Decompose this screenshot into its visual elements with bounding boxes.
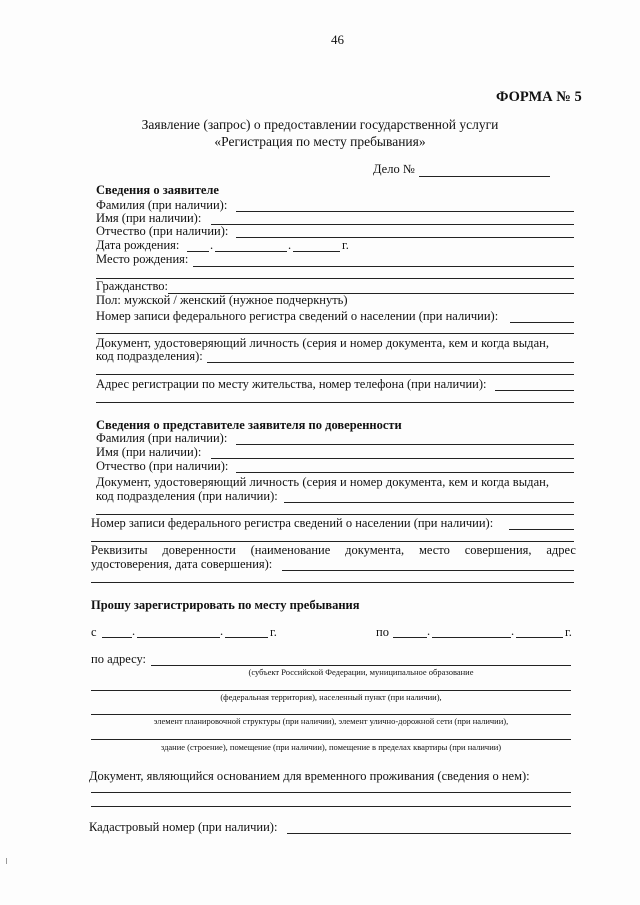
address-label: по адресу: — [91, 652, 147, 666]
cadastral-number-field[interactable] — [287, 833, 571, 834]
date-separator: . — [220, 624, 224, 638]
applicant-patronymic-field[interactable] — [236, 237, 574, 238]
applicant-id-doc-field[interactable] — [207, 362, 574, 363]
to-day-field[interactable] — [393, 637, 427, 638]
birth-place-label: Место рождения: — [96, 252, 189, 266]
cadastral-number-label: Кадастровый номер (при наличии): — [89, 820, 278, 834]
document-title-line2: «Регистрация по месту пребывания» — [214, 134, 426, 149]
poa-word: место — [418, 543, 450, 557]
basis-document-label: Документ, являющийся основанием для временного проживания (сведения о нем): — [89, 769, 530, 783]
request-heading: Прошу зарегистрировать по месту пребывания — [91, 598, 360, 612]
from-month-field[interactable] — [137, 637, 220, 638]
rep-surname-field[interactable] — [236, 444, 574, 445]
residence-address-field-cont[interactable] — [96, 402, 574, 403]
applicant-registry-field[interactable] — [510, 322, 574, 323]
address-caption4: здание (строение), помещение (при наличии), помещение в пределах квартиры (при наличии) — [160, 742, 502, 752]
rep-registry-field[interactable] — [509, 529, 574, 530]
to-year-field[interactable] — [516, 637, 563, 638]
page-number: 46 — [331, 32, 344, 47]
address-caption2: (федеральная территория), населенный пункт (при наличии), — [220, 692, 442, 702]
poa-word: документа, — [345, 543, 405, 557]
date-separator: . — [132, 624, 136, 638]
poa-details-field[interactable] — [282, 570, 574, 571]
applicant-name-field[interactable] — [211, 224, 574, 225]
document-title-line1: Заявление (запрос) о предоставлении государственной услуги — [141, 117, 499, 132]
from-day-field[interactable] — [102, 637, 132, 638]
poa-details-field-cont[interactable] — [91, 582, 574, 583]
poa-word: (наименование — [250, 543, 331, 557]
rep-id-doc-field-cont[interactable] — [96, 514, 574, 515]
address-field-line2[interactable] — [91, 690, 571, 691]
to-month-field[interactable] — [432, 637, 511, 638]
date-separator: . — [210, 238, 214, 252]
poa-details-label-line2: удостоверения, дата совершения): — [91, 557, 273, 571]
basis-document-field[interactable] — [91, 792, 571, 793]
birth-year-field[interactable] — [293, 251, 340, 252]
case-number-field[interactable] — [419, 176, 550, 177]
rep-name-label: Имя (при наличии): — [96, 445, 202, 459]
address-field-line4[interactable] — [91, 739, 571, 740]
residence-address-label: Адрес регистрации по месту жительства, номер телефона (при наличии): — [96, 377, 487, 391]
date-separator: . — [511, 624, 515, 638]
applicant-id-doc-field-cont[interactable] — [96, 374, 574, 375]
period-from-label: с — [91, 625, 97, 639]
year-abbreviation: г. — [342, 238, 349, 252]
rep-id-doc-field[interactable] — [284, 502, 574, 503]
representative-heading: Сведения о представителе заявителя по доверенности — [96, 418, 402, 432]
address-field-line3[interactable] — [91, 714, 571, 715]
year-abbreviation: г. — [565, 625, 572, 639]
applicant-registry-field-cont[interactable] — [96, 333, 574, 334]
rep-surname-label: Фамилия (при наличии): — [96, 431, 228, 445]
period-to-label: по — [376, 625, 389, 639]
rep-registry-label: Номер записи федерального регистра сведений о населении (при наличии): — [91, 516, 494, 530]
poa-word: доверенности — [162, 543, 236, 557]
birth-month-field[interactable] — [215, 251, 287, 252]
address-caption3: элемент планировочной структуры (при наличии), элемент улично-дорожной сети (при наличии), — [153, 716, 509, 726]
applicant-name-label: Имя (при наличии): — [96, 211, 202, 225]
applicant-patronymic-label: Отчество (при наличии): — [96, 224, 229, 238]
poa-word: адрес — [546, 543, 576, 557]
applicant-id-doc-label1: Документ, удостоверяющий личность (серия и номер документа, кем и когда выдан, — [96, 336, 550, 350]
date-separator: . — [427, 624, 431, 638]
applicant-heading: Сведения о заявителе — [96, 183, 219, 197]
sex-line: Пол: мужской / женский (нужное подчеркнуть) — [96, 293, 348, 307]
applicant-surname-label: Фамилия (при наличии): — [96, 198, 228, 212]
rep-registry-field-cont[interactable] — [91, 541, 574, 542]
birth-place-field[interactable] — [193, 266, 574, 267]
rep-name-field[interactable] — [211, 458, 574, 459]
residence-address-field[interactable] — [495, 390, 574, 391]
year-abbreviation: г. — [270, 625, 277, 639]
rep-patronymic-label: Отчество (при наличии): — [96, 459, 229, 473]
basis-document-field-cont[interactable] — [91, 806, 571, 807]
applicant-id-doc-label2: код подразделения): — [96, 349, 203, 363]
poa-word: совершения, — [464, 543, 532, 557]
date-separator: . — [288, 238, 292, 252]
birth-date-label: Дата рождения: — [96, 238, 180, 252]
form-number: ФОРМА № 5 — [496, 89, 582, 105]
citizenship-label: Гражданство: — [96, 279, 169, 293]
rep-patronymic-field[interactable] — [236, 472, 574, 473]
address-field-line1[interactable] — [151, 665, 571, 666]
applicant-surname-field[interactable] — [236, 211, 574, 212]
rep-id-doc-label2: код подразделения (при наличии): — [96, 489, 278, 503]
address-caption1: (субъект Российской Федерации, муниципальное образование — [248, 667, 474, 677]
birth-day-field[interactable] — [187, 251, 209, 252]
from-year-field[interactable] — [225, 637, 268, 638]
poa-word: Реквизиты — [91, 543, 148, 557]
scan-mark — [6, 858, 7, 864]
case-number-label: Дело № — [373, 162, 415, 176]
rep-id-doc-label1: Документ, удостоверяющий личность (серия и номер документа, кем и когда выдан, — [96, 475, 550, 489]
applicant-registry-label: Номер записи федерального регистра сведений о населении (при наличии): — [96, 309, 499, 323]
poa-details-label-line1 — [91, 543, 576, 557]
